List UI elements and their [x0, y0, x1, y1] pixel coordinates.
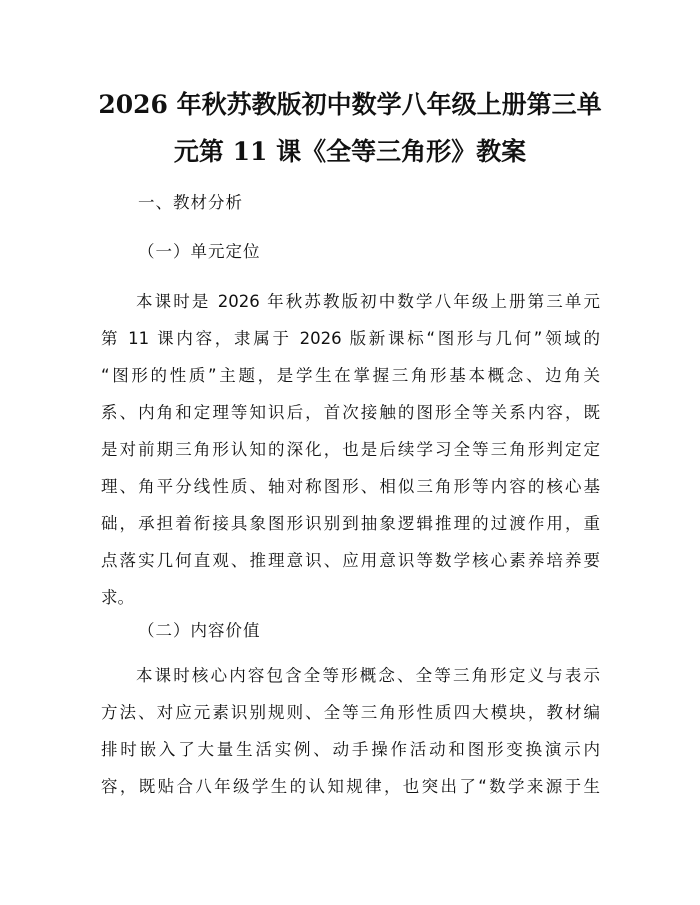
paragraph-line: 第 11 课内容，隶属于 2026 版新课标“图形与几何”领域的: [101, 329, 600, 348]
paragraph-line: 理、角平分线性质、轴对称图形、相似三角形等内容的核心基: [101, 477, 600, 496]
paragraph-line: 容，既贴合八年级学生的认知规律，也突出了“数学来源于生: [101, 777, 600, 796]
section-heading-analysis: 一、教材分析: [138, 193, 243, 212]
paragraph-line: 系、内角和定理等知识后，首次接触的图形全等关系内容，既: [101, 403, 600, 422]
document-title-line-2: 元第 11 课《全等三角形》教案: [173, 137, 527, 166]
paragraph-line: 本课时是 2026 年秋苏教版初中数学八年级上册第三单元: [136, 292, 600, 311]
paragraph-line: 点落实几何直观、推理意识、应用意识等数学核心素养培养要: [101, 551, 600, 570]
subsection-heading-unit-position: （一）单元定位: [138, 242, 261, 261]
paragraph-line: 是对前期三角形认知的深化，也是后续学习全等三角形判定定: [101, 440, 600, 459]
paragraph-line: “图形的性质”主题，是学生在掌握三角形基本概念、边角关: [101, 366, 600, 385]
paragraph-line: 础，承担着衔接具象图形识别到抽象逻辑推理的过渡作用，重: [101, 514, 600, 533]
document-title-line-1: 2026 年秋苏教版初中数学八年级上册第三单: [98, 90, 602, 119]
paragraph-line: 求。: [101, 588, 134, 607]
subsection-heading-content-value: （二）内容价值: [138, 621, 261, 640]
paragraph-line: 方法、对应元素识别规则、全等三角形性质四大模块，教材编: [101, 703, 600, 722]
paragraph-content-value: [101, 657, 600, 805]
paragraph-line: 排时嵌入了大量生活实例、动手操作活动和图形变换演示内: [101, 740, 600, 759]
paragraph-unit-position: [101, 283, 600, 616]
paragraph-line: 本课时核心内容包含全等形概念、全等三角形定义与表示: [136, 666, 600, 685]
